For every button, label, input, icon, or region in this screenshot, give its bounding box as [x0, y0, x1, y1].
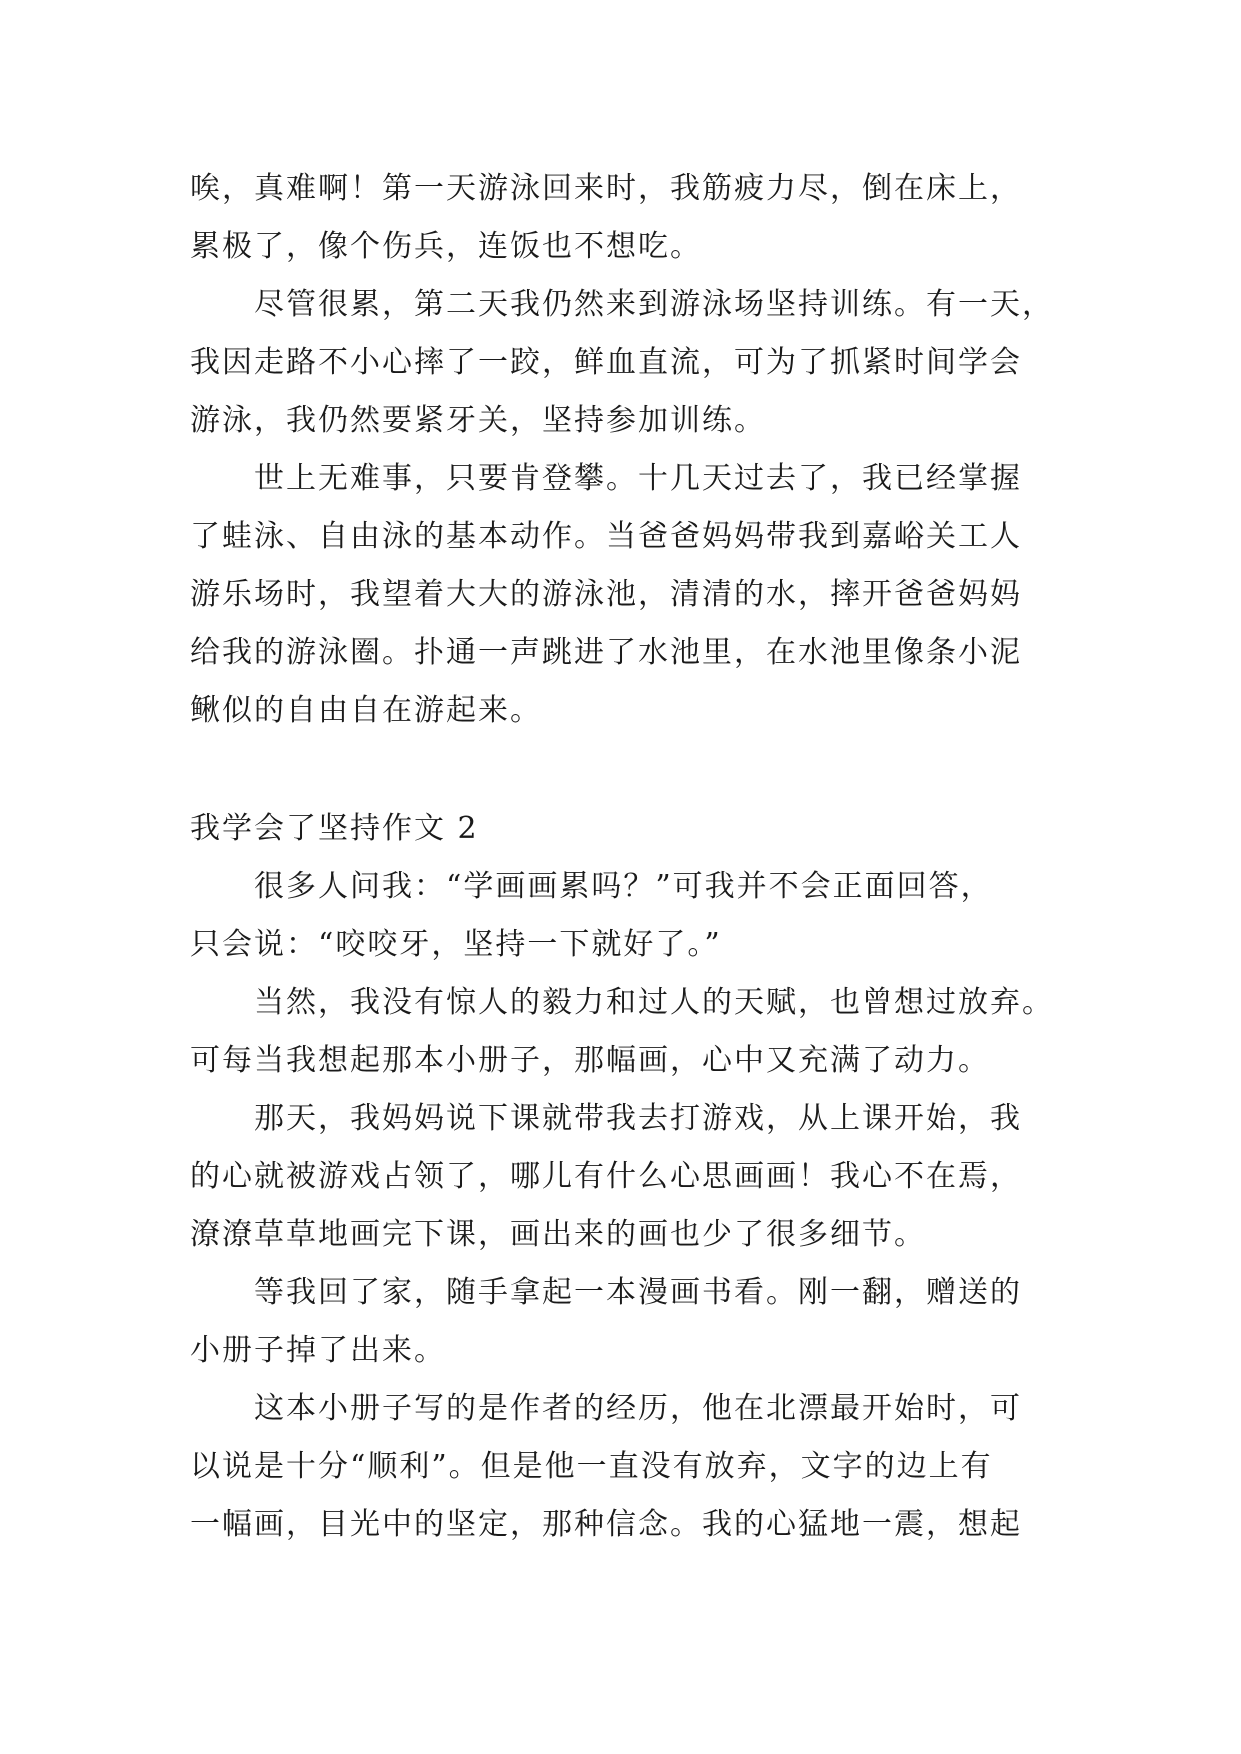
text-line: 这本小册子写的是作者的经历，他在北漂最开始时，可 — [254, 1391, 1022, 1426]
text-line: 唉，真难啊！第一天游泳回来时，我筋疲力尽，倒在床上， — [190, 171, 1022, 206]
text-line: 游乐场时，我望着大大的游泳池，清清的水，摔开爸爸妈妈 — [190, 577, 1022, 612]
text-line: 等我回了家，随手拿起一本漫画书看。刚一翻，赠送的 — [254, 1275, 1022, 1310]
text-line: 鳅似的自由自在游起来。 — [190, 693, 542, 728]
text-line: 当然，我没有惊人的毅力和过人的天赋，也曾想过放弃。 — [254, 985, 1054, 1020]
text-line: 累极了，像个伤兵，连饭也不想吃。 — [190, 229, 702, 264]
text-line: 给我的游泳圈。扑通一声跳进了水池里，在水池里像条小泥 — [190, 635, 1022, 670]
text-line: 可每当我想起那本小册子，那幅画，心中又充满了动力。 — [190, 1043, 990, 1078]
text-line: 以说是十分“顺利”。但是他一直没有放弃，文字的边上有 — [190, 1449, 993, 1484]
text-line: 潦潦草草地画完下课，画出来的画也少了很多细节。 — [190, 1217, 926, 1252]
text-line: 很多人问我：“学画画累吗？”可我并不会正面回答， — [254, 869, 993, 904]
paragraph — [190, 450, 1050, 740]
text-line: 了蛙泳、自由泳的基本动作。当爸爸妈妈带我到嘉峪关工人 — [190, 519, 1022, 554]
paragraph — [190, 160, 1050, 276]
essay-title: 我学会了坚持作文 2 — [190, 811, 479, 846]
paragraph — [190, 1264, 1050, 1380]
text-line: 那天，我妈妈说下课就带我去打游戏，从上课开始，我 — [254, 1101, 1022, 1136]
text-line: 游泳，我仍然要紧牙关，坚持参加训练。 — [190, 403, 766, 438]
paragraph — [190, 974, 1054, 1090]
paragraph — [190, 1090, 1050, 1264]
text-line: 小册子掉了出来。 — [190, 1333, 446, 1368]
text-line: 一幅画，目光中的坚定，那种信念。我的心猛地一震，想起 — [190, 1507, 1022, 1542]
essay-1-continued — [190, 160, 1054, 740]
paragraph — [190, 1380, 1050, 1554]
text-line: 我因走路不小心摔了一跤，鲜血直流，可为了抓紧时间学会 — [190, 345, 1022, 380]
paragraph — [190, 276, 1054, 450]
text-line: 世上无难事，只要肯登攀。十几天过去了，我已经掌握 — [254, 461, 1022, 496]
text-line: 尽管很累，第二天我仍然来到游泳场坚持训练。有一天， — [254, 287, 1054, 322]
text-line: 只会说：“咬咬牙，坚持一下就好了。” — [190, 927, 722, 962]
text-line: 的心就被游戏占领了，哪儿有什么心思画画！我心不在焉， — [190, 1159, 1022, 1194]
essay-2 — [190, 800, 1054, 1554]
paragraph — [190, 858, 1050, 974]
